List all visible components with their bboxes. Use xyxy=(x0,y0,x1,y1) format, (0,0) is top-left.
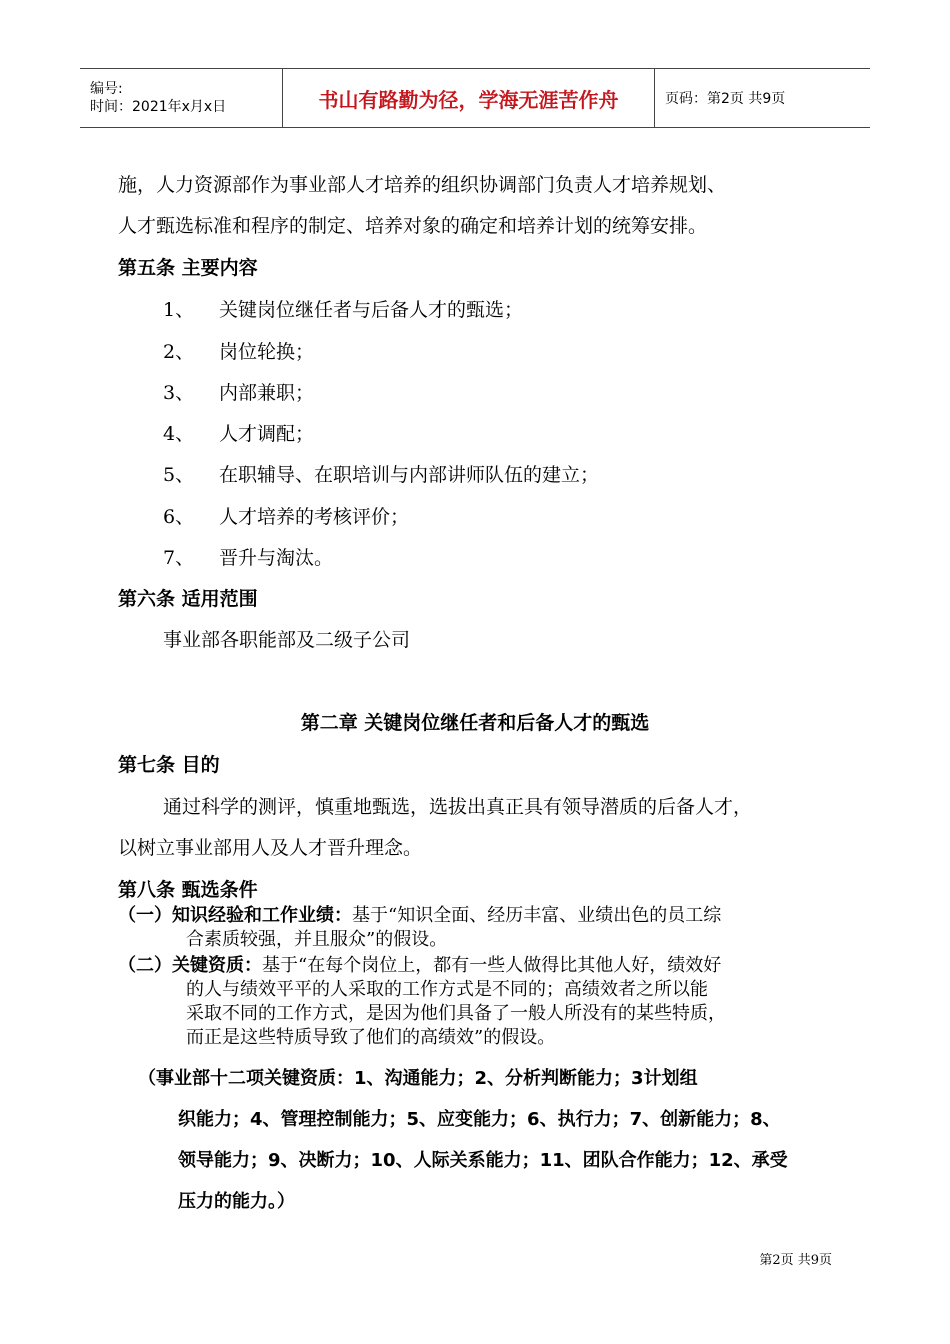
list-item-number: 5、 xyxy=(163,464,195,486)
article-7-line-1: 通过科学的测评，慎重地甄选，选拔出真正具有领导潜质的后备人才， xyxy=(163,796,753,818)
intro-line-1: 施，人力资源部作为事业部人才培养的组织协调部门负责人才培养规划、 xyxy=(118,174,727,196)
condition-2-text-4: 而正是这些特质导致了他们的高绩效”的假设。 xyxy=(186,1027,556,1048)
condition-2-label: （二）关键资质： xyxy=(118,955,262,976)
article-7-line-2: 以树立事业部用人及人才晋升理念。 xyxy=(118,837,423,859)
list-item xyxy=(163,502,409,529)
chapter-2-title: 第二章 关键岗位继任者和后备人才的甄选 xyxy=(300,712,650,734)
header-meta xyxy=(80,69,282,127)
list-item xyxy=(163,419,314,446)
list-item-text: 晋升与淘汰。 xyxy=(219,547,334,569)
condition-2-line-1 xyxy=(118,954,848,978)
condition-1 xyxy=(118,904,848,952)
list-item-number: 2、 xyxy=(163,341,195,363)
condition-2 xyxy=(118,954,848,1050)
list-item-text: 岗位轮换； xyxy=(219,341,315,363)
list-item-text: 内部兼职； xyxy=(219,382,315,404)
condition-1-text-2: 合素质较强，并且服众”的假设。 xyxy=(186,929,448,950)
article-5-title: 第五条 主要内容 xyxy=(118,257,258,279)
list-item xyxy=(163,460,599,487)
document-number-label: 编号: xyxy=(90,81,123,97)
list-item-number: 1、 xyxy=(163,299,195,321)
list-item-text: 人才调配； xyxy=(219,423,315,445)
condition-2-text-1: 基于“在每个岗位上，都有一些人做得比其他人好，绩效好 xyxy=(262,955,722,976)
header-motto xyxy=(282,69,655,127)
list-item xyxy=(163,295,523,322)
list-item-text: 人才培养的考核评价； xyxy=(219,506,410,528)
list-item-number: 3、 xyxy=(163,382,195,404)
condition-1-label: （一）知识经验和工作业绩： xyxy=(118,905,352,926)
page-footer: 第2页 共9页 xyxy=(759,1253,832,1268)
note-line-1: （事业部十二项关键资质：1、沟通能力；2、分析判断能力；3计划组 xyxy=(138,1068,698,1089)
key-competencies-note xyxy=(118,1058,848,1222)
condition-1-text-1: 基于“知识全面、经历丰富、业绩出色的员工综 xyxy=(352,905,722,926)
list-item xyxy=(163,378,314,405)
intro-line-2: 人才甄选标准和程序的制定、培养对象的确定和培养计划的统筹安排。 xyxy=(118,215,708,237)
list-item-text: 关键岗位继任者与后备人才的甄选； xyxy=(219,299,524,321)
condition-1-line-1 xyxy=(118,904,848,928)
note-line-2: 织能力；4、管理控制能力；5、应变能力；6、执行力；7、创新能力；8、 xyxy=(178,1109,781,1130)
article-6-text: 事业部各职能部及二级子公司 xyxy=(163,629,411,651)
list-item-text: 在职辅导、在职培训与内部讲师队伍的建立； xyxy=(219,464,600,486)
note-line-4: 压力的能力。） xyxy=(178,1191,295,1212)
header-page-label: 页码：第2页 共9页 xyxy=(665,91,786,107)
list-item-number: 6、 xyxy=(163,506,195,528)
article-8-title: 第八条 甄选条件 xyxy=(118,879,258,901)
header-page-info xyxy=(655,69,870,127)
list-item xyxy=(163,337,314,364)
page-header xyxy=(80,68,870,128)
list-item-number: 4、 xyxy=(163,423,195,445)
note-line-3: 领导能力；9、决断力；10、人际关系能力；11、团队合作能力；12、承受 xyxy=(178,1150,788,1171)
document-time-label: 时间：2021年x月x日 xyxy=(90,99,227,115)
article-7-title: 第七条 目的 xyxy=(118,754,220,776)
list-item-number: 7、 xyxy=(163,547,195,569)
condition-2-text-3: 采取不同的工作方式，是因为他们具备了一般人所没有的某些特质， xyxy=(186,1003,726,1024)
motto-text: 书山有路勤为径，学海无涯苦作舟 xyxy=(318,87,619,112)
list-item xyxy=(163,543,333,570)
article-6-title: 第六条 适用范围 xyxy=(118,588,258,610)
condition-2-text-2: 的人与绩效平平的人采取的工作方式是不同的；高绩效者之所以能 xyxy=(186,979,708,1000)
